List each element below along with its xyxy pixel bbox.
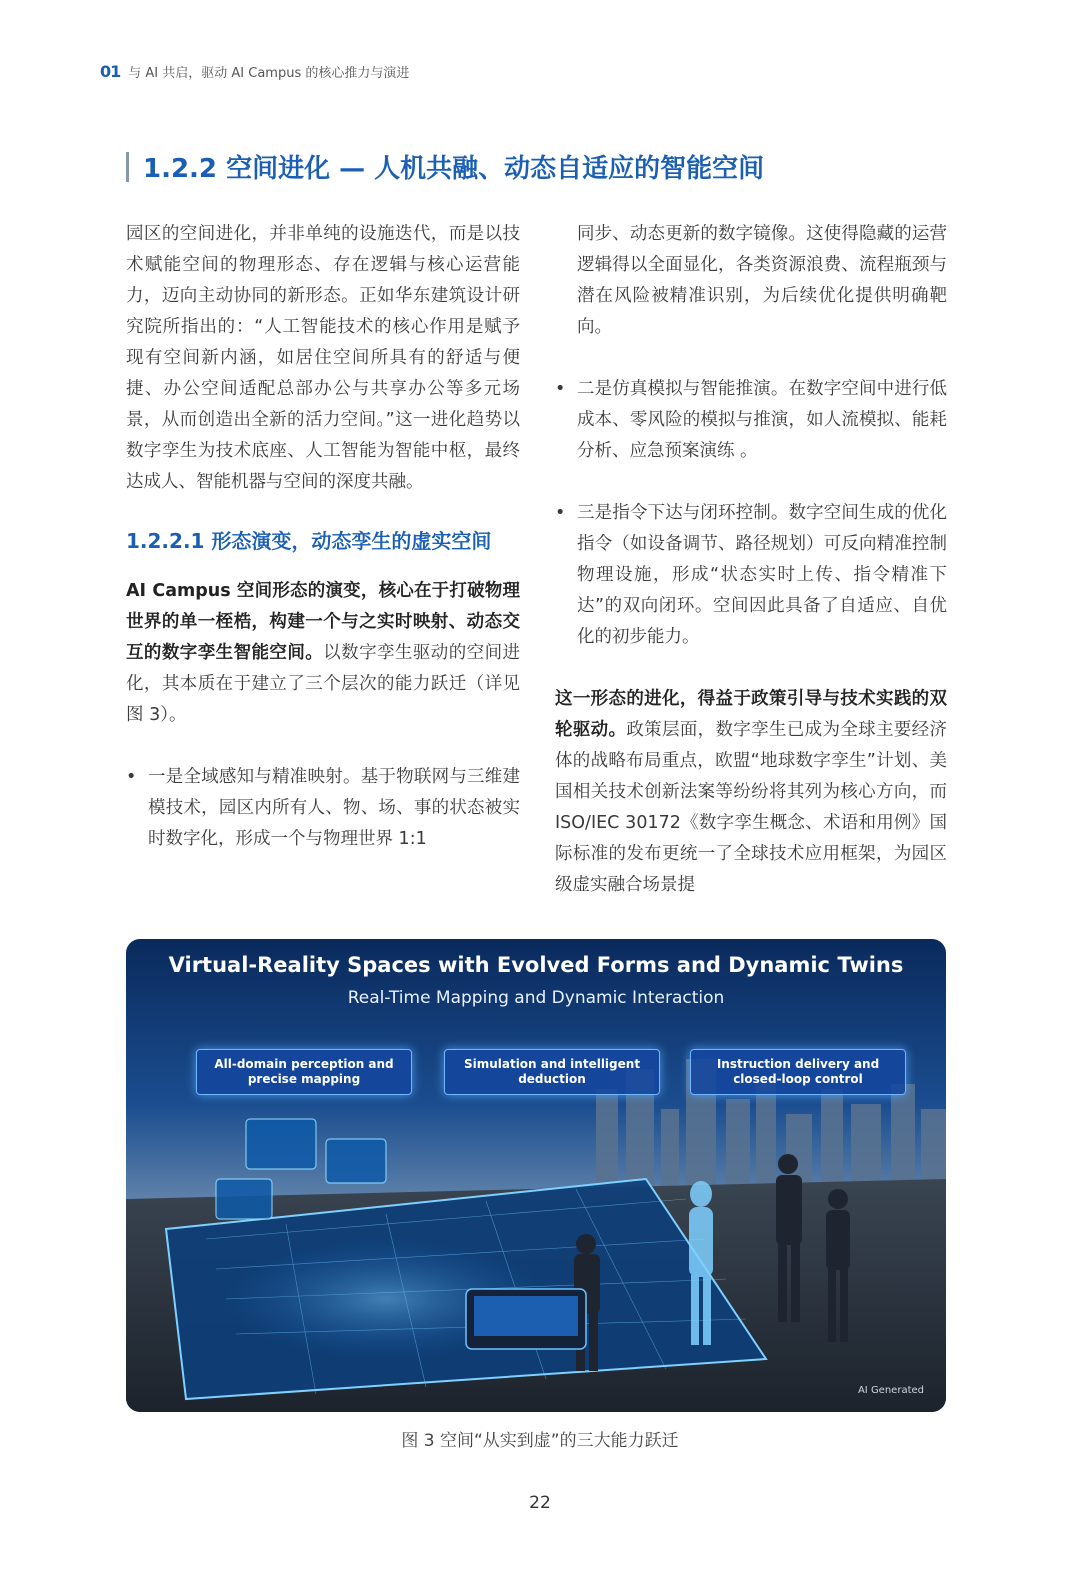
figure-3-illustration <box>126 939 946 1412</box>
chapter-number: 01 <box>100 62 121 81</box>
figure-subtitle: Real-Time Mapping and Dynamic Interaction <box>347 988 725 1008</box>
bullet-text: 同步、动态更新的数字镜像。这使得隐藏的运营逻辑得以全面显化，各类资源浪费、流程瓶颈与潜在风险被精准识别，为后续优化提供明确靶向。 <box>577 224 947 337</box>
bullet-text: 二是仿真模拟与智能推演。在数字空间中进行低成本、零风险的模拟与推演，如人流模拟、能耗分析、应急预案演练 。 <box>577 379 947 461</box>
section-title: 1.2.2 空间进化 — 人机共融、动态自适应的智能空间 <box>143 154 765 184</box>
right-column <box>555 219 947 901</box>
section-heading <box>126 148 764 185</box>
subsection-title: 1.2.2.1 形态演变，动态孪生的虚实空间 <box>126 529 492 553</box>
capability-label-control: Instruction delivery and closed-loop control <box>690 1049 906 1095</box>
bullet-item-3 <box>555 498 947 653</box>
figure-background-art <box>126 939 946 1412</box>
paragraph-rest: 以数字孪生驱动的空间进化，其本质在于建立了三个层次的能力跃迁（详见图 3）。 <box>126 643 521 725</box>
bullet-item-2 <box>555 374 947 467</box>
capability-label-simulation: Simulation and intelligent deduction <box>444 1049 660 1095</box>
heading-accent-bar <box>126 152 129 182</box>
figure-title: Virtual-Reality Spaces with Evolved Forms and Dynamic Twins <box>168 953 904 977</box>
bullet-text: 一是全域感知与精准映射。基于物联网与三维建模技术，园区内所有人、物、场、事的状态被实时数字化，形成一个与物理世界 1:1 <box>148 767 520 849</box>
figure-caption: 图 3 空间“从实到虚”的三大能力跃迁 <box>401 1431 679 1451</box>
ai-generated-watermark: AI Generated <box>857 1385 924 1396</box>
bold-lead-text: AI Campus 空间形态的演变，核心在于打破物理世界的单一桎梏，构建一个与之实时映射、动态交互的数字孪生智能空间。 <box>126 581 520 663</box>
chapter-title: 与 AI 共启，驱动 AI Campus 的核心推力与演进 <box>128 66 410 81</box>
bullet-item-1-continued <box>555 219 947 343</box>
bold-lead-text: 这一形态的进化，得益于政策引导与技术实践的双轮驱动。 <box>555 689 947 740</box>
bullet-dot: • <box>555 379 566 399</box>
bullet-dot: • <box>126 767 137 787</box>
policy-paragraph <box>555 684 947 901</box>
page-number: 22 <box>529 1493 551 1513</box>
bullet-text: 三是指令下达与闭环控制。数字空间生成的优化指令（如设备调节、路径规划）可反向精准控制物理设施，形成“状态实时上传、指令精准下达”的双向闭环。空间因此具备了自适应、自优化的初步能力。 <box>577 503 947 647</box>
bullet-dot: • <box>555 503 566 523</box>
form-evolution-paragraph <box>126 576 520 731</box>
capability-label-perception: All-domain perception and precise mapping <box>196 1049 412 1095</box>
left-column <box>126 219 520 855</box>
intro-paragraph: 园区的空间进化，并非单纯的设施迭代，而是以技术赋能空间的物理形态、存在逻辑与核心运营能力，迈向主动协同的新形态。正如华东建筑设计研究院所指出的：“人工智能技术的核心作用是赋予现有空间新内涵，如居住空间所具有的舒适与便捷、办公空间适配总部办公与共享办公等多元场景，从而创造出全新的活力空间。”这一进化趋势以数字孪生为技术底座、人工智能为智能中枢，最终达成人、智能机器与空间的深度共融。 <box>126 224 520 492</box>
bullet-item-1 <box>126 762 520 855</box>
paragraph-rest: 政策层面，数字孪生已成为全球主要经济体的战略布局重点，欧盟“地球数字孪生”计划、美国相关技术创新法案等纷纷将其列为核心方向，而 ISO/IEC 30172《数字孪生概念、术语和用例》国际标准的发布更统一了全球技术应用框架，为园区级虚实融合场景提 <box>555 720 948 895</box>
running-header <box>100 62 409 81</box>
